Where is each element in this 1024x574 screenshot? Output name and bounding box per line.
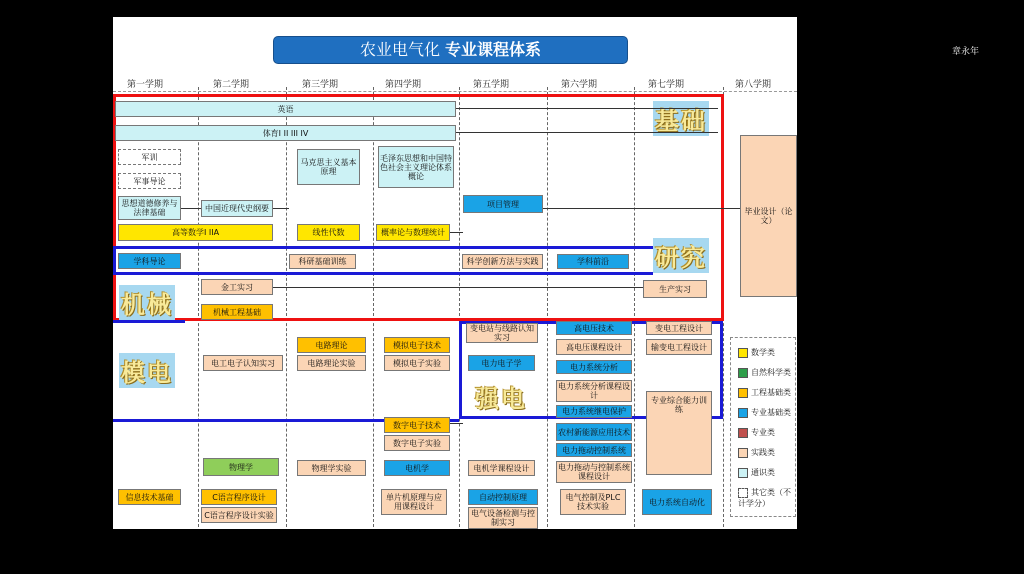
- legend-item-professional: 专业类: [738, 427, 775, 438]
- course-substation-practice: 变电站与线路认知实习: [466, 323, 538, 343]
- presenter-name: 章永年: [952, 47, 980, 57]
- course-frontier: 学科前沿: [557, 254, 629, 269]
- course-pe: 体育I II III IV: [115, 125, 456, 141]
- course-ee-practice: 电工电子认知实习: [203, 355, 283, 371]
- semester-7: 第七学期: [648, 80, 685, 90]
- course-info-tech: 信息技术基础: [118, 489, 181, 505]
- semester-5: 第五学期: [473, 80, 510, 90]
- legend-item-other: 其它类（不计学分）: [738, 488, 791, 508]
- course-metalwork: 金工实习: [201, 279, 273, 295]
- course-equipment: 电气设备检测与控制实习: [468, 507, 538, 529]
- course-probability: 概率论与数理统计: [376, 224, 450, 241]
- course-subject-intro: 学科导论: [118, 253, 181, 269]
- course-relay: 电力系统继电保护: [556, 405, 632, 418]
- legend-item-natural: 自然科学类: [738, 367, 791, 378]
- course-graduation: 毕业设计（论文）: [740, 135, 797, 297]
- title-strong: 专业课程体系: [445, 40, 542, 59]
- course-machines: 电机学: [384, 460, 450, 476]
- course-digital: 数字电子技术: [384, 417, 450, 433]
- course-automation: 电力系统自动化: [642, 489, 712, 515]
- label-analog: 模电: [119, 353, 175, 388]
- course-transmission-design: 输变电工程设计: [646, 339, 712, 355]
- semester-6: 第六学期: [561, 80, 598, 90]
- course-plc: 电气控制及PLC技术实验: [560, 489, 626, 515]
- course-hv-design: 高电压课程设计: [556, 339, 632, 355]
- course-c-lab: C语言程序设计实验: [201, 507, 277, 523]
- course-power-analysis: 电力系统分析: [556, 360, 632, 374]
- label-research: 研究: [653, 238, 709, 273]
- legend-item-general: 通识类: [738, 467, 775, 478]
- course-drive-control: 电力拖动控制系统: [556, 443, 632, 457]
- diagram-title: [273, 36, 628, 64]
- semester-8: 第八学期: [735, 80, 772, 90]
- course-military-training: 军训: [118, 149, 181, 165]
- course-physics: 物理学: [203, 458, 279, 476]
- legend-item-practice: 实践类: [738, 447, 775, 458]
- course-mech-basics: 机械工程基础: [201, 304, 273, 320]
- course-modern-history: 中国近现代史纲要: [201, 200, 273, 217]
- label-mechanical: 机械: [119, 285, 175, 320]
- course-machines-design: 电机学课程设计: [468, 460, 535, 476]
- label-power: 强电: [475, 384, 527, 413]
- course-research-training: 科研基础训练: [289, 254, 356, 269]
- course-drive-design: 电力拖动与控制系统课程设计: [558, 463, 630, 481]
- course-renewable: 农村新能源应用技术: [556, 423, 632, 441]
- course-linear-algebra: 线性代数: [297, 224, 360, 241]
- course-marxism: 马克思主义基本原理: [297, 149, 360, 185]
- course-comprehensive: 专业综合能力训练: [646, 391, 712, 475]
- course-mcu: 单片机原理与应用课程设计: [381, 489, 447, 515]
- course-english: 英语: [115, 101, 456, 117]
- course-power-analysis-design: 电力系统分析课程设计: [558, 382, 630, 400]
- course-digital-lab: 数字电子实验: [384, 435, 450, 451]
- course-innovation: 科学创新方法与实践: [462, 254, 543, 269]
- semester-3: 第三学期: [302, 80, 339, 90]
- label-basics: 基础: [653, 101, 709, 136]
- course-military-theory: 军事导论: [118, 173, 181, 189]
- course-substation-design: 变电工程设计: [646, 321, 712, 335]
- legend-item-engineering: 工程基础类: [738, 387, 791, 398]
- legend: [730, 337, 796, 517]
- course-power-electronics: 电力电子学: [468, 355, 535, 371]
- course-production: 生产实习: [643, 280, 707, 298]
- course-advanced-math: 高等数学I IIA: [118, 224, 273, 241]
- course-circuit: 电路理论: [297, 337, 366, 353]
- semester-2: 第二学期: [213, 80, 250, 90]
- course-physics-lab: 物理学实验: [297, 460, 366, 476]
- legend-item-professional-basic: 专业基础类: [738, 407, 791, 418]
- legend-item-math: 数学类: [738, 347, 775, 358]
- course-circuit-lab: 电路理论实验: [297, 355, 366, 371]
- semester-1: 第一学期: [127, 80, 164, 90]
- course-project-management: 项目管理: [463, 195, 543, 213]
- semester-4: 第四学期: [385, 80, 422, 90]
- slide: [113, 17, 797, 529]
- course-ethics: 思想道德修养与法律基础: [118, 196, 181, 220]
- course-c-language: C语言程序设计: [201, 489, 277, 505]
- title-main: 农业电气化: [359, 40, 440, 59]
- course-mao: 毛泽东思想和中国特色社会主义理论体系概论: [378, 146, 454, 188]
- course-hv-tech: 高电压技术: [556, 321, 632, 335]
- course-auto-control: 自动控制原理: [468, 489, 538, 505]
- course-analog-lab: 模拟电子实验: [384, 355, 450, 371]
- course-analog: 模拟电子技术: [384, 337, 450, 353]
